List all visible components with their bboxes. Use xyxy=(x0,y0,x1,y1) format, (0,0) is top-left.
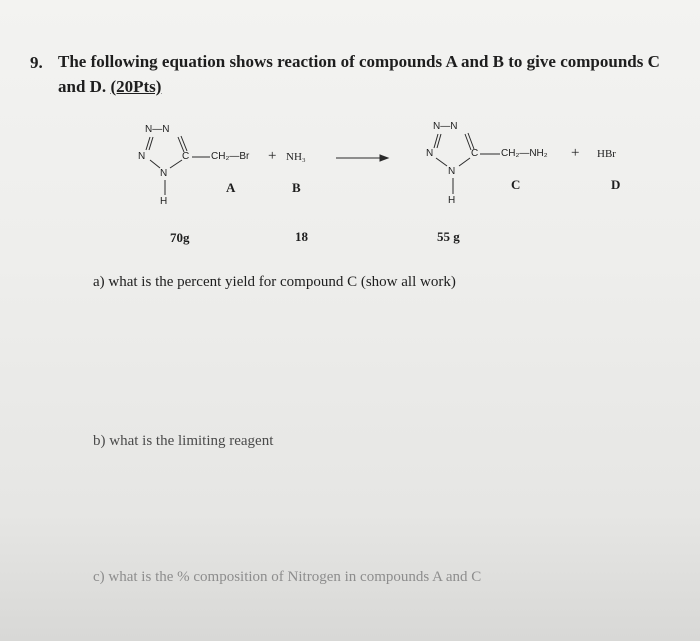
ring-c-bond-right-bottom xyxy=(459,158,470,166)
label-a: A xyxy=(226,180,236,195)
reaction-arrow-head xyxy=(380,155,388,161)
ring-a-carbon: C xyxy=(182,151,190,162)
ring-c-bond-left-bottom xyxy=(436,158,447,166)
plus-sign-reactants: + xyxy=(268,148,277,164)
ring-c-bond-right-top-double xyxy=(468,133,474,149)
ring-a-bond-right-top xyxy=(178,137,184,152)
question-text-line1: The following equation shows reaction of compounds A and B to give compounds C xyxy=(58,52,660,71)
ring-c-hydrogen: H xyxy=(448,195,456,206)
ring-a-bond-right-top-double xyxy=(181,136,187,151)
product-d-formula: HBr xyxy=(597,148,616,160)
label-d: D xyxy=(611,177,621,192)
ring-a-bond-right-bottom xyxy=(170,160,182,168)
label-b: B xyxy=(292,180,301,195)
label-c: C xyxy=(511,177,521,192)
reactant-a-substituent: CH₂—Br xyxy=(211,151,250,162)
reaction-scheme xyxy=(0,0,700,260)
reactant-b-formula: NH₃ xyxy=(286,151,306,163)
ring-c-carbon: C xyxy=(471,148,479,159)
ring-a-top-nn: N—N xyxy=(145,124,170,135)
mass-a: 70g xyxy=(170,230,190,245)
ring-c-left-n: N xyxy=(426,148,434,159)
question-points: (20Pts) xyxy=(110,77,162,96)
product-c-substituent: CH₂—NH₂ xyxy=(501,148,548,159)
question-text-line2-main: and D. xyxy=(58,77,107,96)
part-c-question: c) what is the % composition of Nitrogen in compounds A and C xyxy=(93,569,482,585)
ring-a-hydrogen: H xyxy=(160,196,168,207)
ring-c-top-nn: N—N xyxy=(433,121,458,132)
mass-c: 55 g xyxy=(437,229,460,244)
ring-a-nh-nitrogen: N xyxy=(160,168,168,179)
ring-a-left-n: N xyxy=(138,151,146,162)
mass-b: 18 xyxy=(295,229,308,244)
question-number: 9. xyxy=(30,53,43,72)
part-a-question: a) what is the percent yield for compound C (show all work) xyxy=(93,274,456,290)
plus-sign-products: + xyxy=(571,145,580,161)
ring-a-bond-left-bottom xyxy=(150,160,160,168)
part-b-question: b) what is the limiting reagent xyxy=(93,433,274,449)
ring-c-nh-nitrogen: N xyxy=(448,166,456,177)
